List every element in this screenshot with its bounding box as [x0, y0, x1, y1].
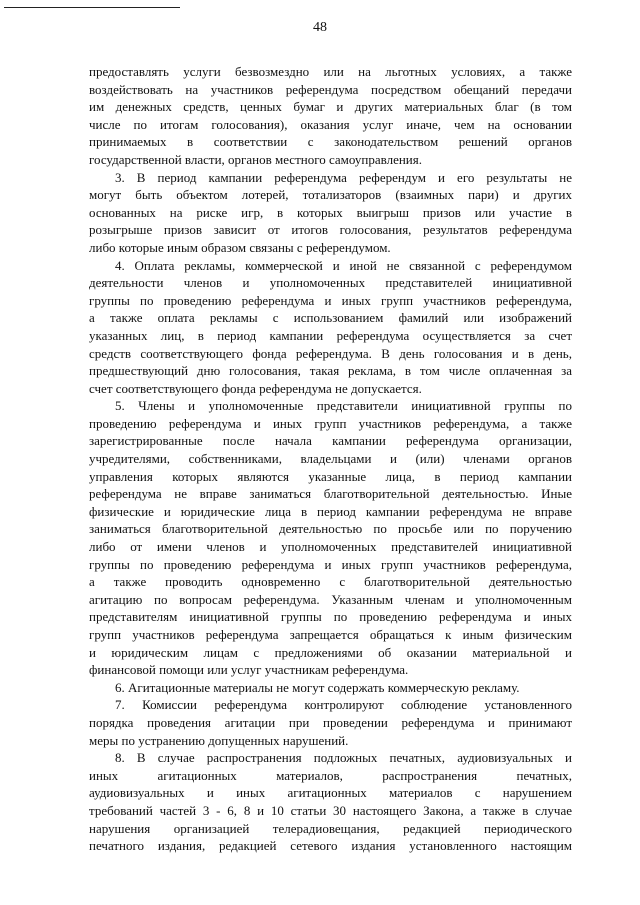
text-line: розыгрыше призов зависит от итогов голосования, результатов референдума [89, 222, 572, 238]
text-line: а также оплата рекламы с использованием фамилий или изображений [89, 310, 572, 326]
text-line: зарегистрированные после начала кампании референдума организации, [89, 433, 572, 449]
text-line: а также проводить одновременно с благотворительной деятельностью [89, 574, 572, 590]
text-line: заниматься благотворительной деятельностью по просьбе или по поручению [89, 521, 572, 537]
text-line: агитацию по вопросам референдума. Указанным членам и уполномоченным [89, 591, 572, 607]
text-line: указанных лиц, в период кампании референдума осуществляется за счет [89, 327, 572, 343]
text-line: либо от имени членов и уполномоченных представителей инициативной [89, 539, 572, 555]
text-line: групп участников референдума запрещается обращаться к иным физическим [89, 627, 572, 642]
text-line: числе по итогам голосования), оказания услуг иначе, чем на основании [89, 116, 572, 132]
text-line: 5. Члены и уполномоченные представители инициативной группы по [115, 398, 572, 414]
text-line: группы по проведению референдума и иных групп участников референдума, [89, 292, 572, 308]
text-line: группы по проведению референдума и иных групп участников референдума, [89, 556, 572, 572]
text-line: могут быть объектом лотерей, тотализаторов (взаимных пари) и других [89, 187, 572, 203]
text-line: учредителями, собственниками, владельцами и (или) членами органов [89, 451, 572, 467]
text-line: предоставлять услуги безвозмездно или на льготных условиях, а также [89, 64, 572, 79]
text-line: порядка проведения агитации при проведении референдума и принимают [89, 714, 572, 730]
text-line: аудиовизуальных и иных агитационных материалов с нарушением [89, 785, 572, 801]
text-line: 7. Комиссии референдума контролируют соблюдение установленного [115, 697, 572, 713]
text-line: воздействовать на участников референдума посредством обещаний передачи [89, 81, 572, 97]
text-line: иных агитационных материалов, распространения печатных, [89, 767, 572, 783]
text-line: средств соответствующего фонда референдума. В день голосования и в день, [89, 345, 572, 361]
text-line: проведению референдума и иных групп участников референдума, а также [89, 415, 572, 431]
text-line: 6. Агитационные материалы не могут содержать коммерческую рекламу. [115, 679, 520, 695]
text-line: предшествующий дню голосования, такая реклама, в том числе оплаченная за [89, 363, 572, 379]
page-number: 48 [313, 20, 327, 35]
text-line: печатного издания, редакцией сетевого издания установленного настоящим [89, 838, 572, 854]
text-line: и юридическим лицам с предложениями об оказании материальной и [89, 644, 572, 660]
text-line: представителям инициативной группы по проведению референдума и иных [89, 609, 572, 625]
text-line: им денежных средств, ценных бумаг и других материальных благ (в том [89, 99, 572, 115]
document-body [89, 63, 572, 855]
text-line: 3. В период кампании референдума референдум и его результаты не [115, 169, 572, 185]
text-line: нарушения организацией телерадиовещания, редакцией периодического [89, 820, 572, 836]
text-line: либо которые иным образом связаны с референдумом. [89, 239, 391, 255]
text-line: счет соответствующего фонда референдума не допускается. [89, 380, 422, 396]
text-line: деятельности членов и уполномоченных представителей инициативной [89, 275, 572, 291]
text-line: 4. Оплата рекламы, коммерческой и иной не связанной с референдумом [115, 257, 572, 273]
text-line: физические и юридические лица в период кампании референдума не вправе [89, 503, 572, 519]
text-line: референдума не вправе заниматься благотворительной деятельностью. Иные [89, 486, 572, 502]
text-line: требований частей 3 - 6, 8 и 10 статьи 30 настоящего Закона, а также в случае [89, 802, 572, 818]
text-line: 8. В случае распространения подложных печатных, аудиовизуальных и [115, 750, 572, 766]
text-line: принимаемых в соответствии с законодательством решений органов [89, 134, 572, 150]
text-line: финансовой помощи или услуг участникам референдума. [89, 662, 409, 678]
text-line: управления которых являются указанные лица, в период кампании [89, 468, 572, 484]
text-line: государственной власти, органов местного самоуправления. [89, 151, 422, 167]
header-rule [4, 7, 180, 8]
text-line: основанных на риске игр, в которых выигрыш призов или участие в [89, 204, 572, 220]
text-line: меры по устранению допущенных нарушений. [89, 732, 349, 748]
